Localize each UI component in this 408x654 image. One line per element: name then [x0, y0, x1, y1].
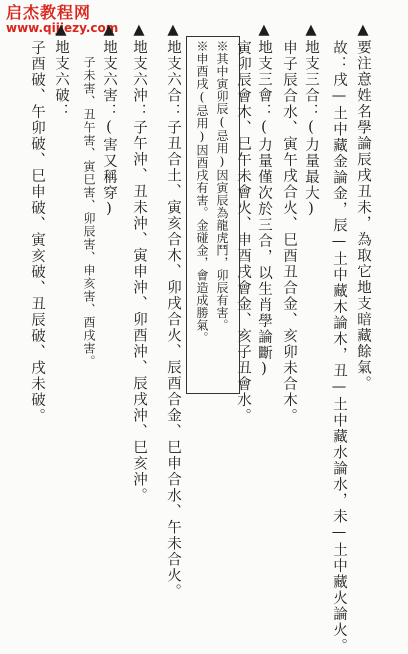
paragraph-liuhe: ▲地支六合：子丑合土、寅亥合木、卯戌合火、辰酉合金、巳申合水、午未合火。 [165, 22, 181, 600]
paragraph-liuchong: ▲地支六沖：子午沖、丑未沖、寅申沖、卯酉沖、辰戌沖、巳亥沖。 [131, 22, 147, 504]
note-shenyouxu: ※申酉戌(忌用)因酉戌有害。金碰金，會造成勝氣。 [195, 40, 209, 344]
note-yinmaochen: ※其中寅卯辰(忌用)因寅辰為龍虎鬥，卯辰有害。 [215, 40, 229, 332]
text-liupo: 子酉破、午卯破、巳申破、寅亥破、丑辰破、戌未破。 [29, 40, 45, 424]
heading-sanhui: ▲地支三會：(力量僅次於三合，以生肖學論斷) [256, 22, 272, 379]
heading-liuhai: ▲地支六害：(害又稱穿) [101, 22, 117, 219]
watermark-title: 启杰教程网 [6, 3, 92, 22]
paragraph-heading-note: ▲要注意姓名學論辰戌丑未，為取它地支暗藏餘氣。 [355, 22, 371, 392]
paragraph-earth-storage: 故：戌—土中藏金論金，辰—土中藏木論木，丑—土中藏水論水，未—土中藏火論火。 [331, 40, 347, 654]
heading-sanhe: ▲地支三合：(力量最大) [303, 22, 319, 219]
text-liuhai: 子未害、丑午害、寅巳害、卯辰害、申亥害、酉戌害。 [82, 56, 96, 368]
heading-liupo: ▲地支六破： [53, 22, 69, 120]
text-sanhui: 寅卯辰會木、巳午未會火、申酉戌會金、亥子丑會水。 [235, 40, 251, 424]
watermark-url: www.qijiezy.com [6, 21, 119, 36]
text-sanhe: 申子辰合水、寅午戌合火、巳酉丑合金、亥卯未合木。 [281, 40, 297, 424]
